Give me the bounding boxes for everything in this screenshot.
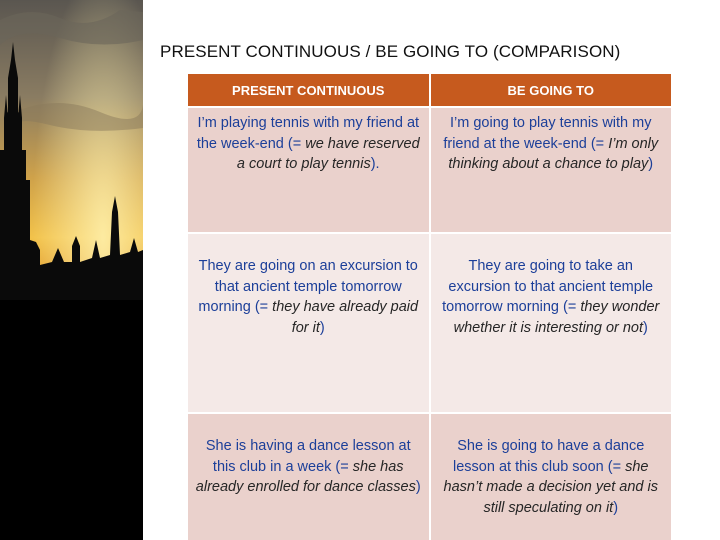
example-sentence: They are going on an excursion to that ancient temple tomorrow morning xyxy=(198,258,418,315)
table-cell xyxy=(188,413,430,540)
table-cell xyxy=(430,107,672,233)
explanation-note: we have reserved a court to play tennis xyxy=(236,135,420,172)
example-sentence: They are going to take an excursion to that ancient temple tomorrow morning xyxy=(442,258,654,315)
note-open: (= xyxy=(331,458,353,475)
table-cell xyxy=(430,233,672,413)
table-cell xyxy=(188,233,430,413)
table-header-row xyxy=(188,74,671,107)
note-close: ). xyxy=(370,156,380,172)
explanation-note: I’m only thinking about a chance to play xyxy=(448,135,659,172)
explanation-note: they wonder whether it is interesting or not xyxy=(453,299,660,336)
header-present-continuous: PRESENT CONTINUOUS xyxy=(188,74,430,107)
table-row xyxy=(188,413,671,540)
note-close: ) xyxy=(643,319,648,336)
example-sentence: She is going to have a dance lesson at this club soon xyxy=(453,438,645,475)
table-row xyxy=(188,107,671,233)
note-open: (= xyxy=(586,135,609,152)
note-close: ) xyxy=(319,319,325,336)
note-close: ) xyxy=(613,499,619,516)
note-open: (= xyxy=(558,299,581,315)
example-sentence: I’m playing tennis with my friend at the week-end xyxy=(196,115,420,152)
example-sentence: I’m going to play tennis with my friend at the week-end xyxy=(443,115,652,152)
slide-title: PRESENT CONTINUOUS / BE GOING TO (COMPARISON) xyxy=(160,42,621,61)
sunset-tower-silhouette-image xyxy=(0,0,143,540)
note-open: (= xyxy=(283,135,306,152)
table-row xyxy=(188,233,671,413)
example-sentence: She is having a dance lesson at this club in a week xyxy=(205,438,411,475)
note-close: ) xyxy=(648,156,654,172)
explanation-note: she has already enrolled for dance classes xyxy=(195,458,416,495)
note-open: (= xyxy=(603,458,626,475)
note-open: (= xyxy=(250,299,273,315)
note-close: ) xyxy=(415,479,421,495)
comparison-table xyxy=(188,74,671,540)
explanation-note: they have already paid for it xyxy=(272,299,419,336)
header-be-going-to: BE GOING TO xyxy=(430,74,672,107)
explanation-note: she hasn’t made a decision yet and is still speculating on it xyxy=(443,458,658,516)
table-cell xyxy=(188,107,430,233)
table-cell xyxy=(430,413,672,540)
